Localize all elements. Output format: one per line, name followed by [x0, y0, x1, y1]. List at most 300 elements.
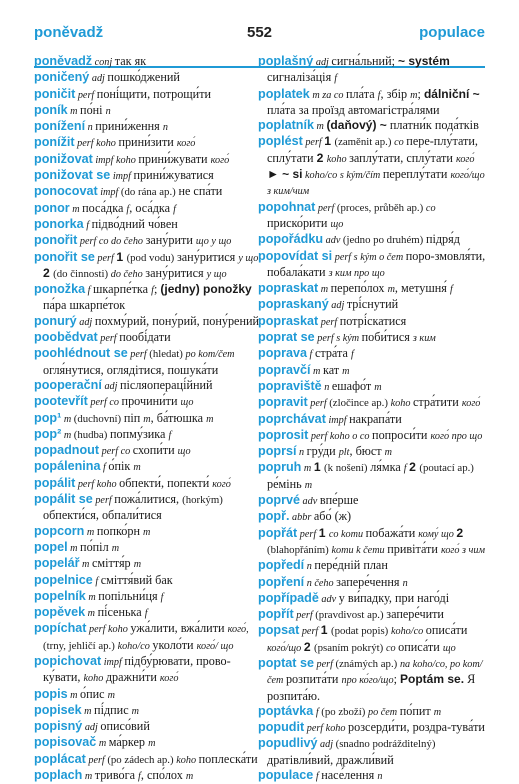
- translation: по́ні: [80, 102, 106, 117]
- grammar-label: n: [304, 561, 315, 573]
- usage-note: (zločince ap.): [329, 397, 391, 410]
- translation: платни́к пода́тків: [386, 118, 479, 133]
- dictionary-entry: [34, 443, 262, 459]
- grammar-label: adj: [82, 722, 101, 734]
- grammar-label: m: [148, 738, 156, 750]
- translation: прини́жуватися: [133, 168, 214, 183]
- sense-number: 2: [303, 639, 314, 654]
- bold-phrase: (jedny) ponožky: [160, 282, 252, 297]
- entry-headword: popadnout: [34, 443, 100, 458]
- grammar-label: perf: [97, 333, 120, 345]
- dictionary-entry: [34, 654, 262, 687]
- dictionary-entry: [34, 54, 262, 70]
- grammar-label: koho: [390, 398, 414, 410]
- grammar-label: кому́ що: [418, 528, 457, 540]
- grammar-label: n: [321, 381, 332, 393]
- dictionary-entry: [34, 427, 262, 443]
- grammar-label: adj: [89, 73, 108, 85]
- grammar-label: perf: [307, 398, 330, 410]
- translation: заплу́тати, сплу́тати: [349, 150, 456, 165]
- translation: попко́рн: [96, 523, 144, 538]
- entry-headword: ponížit: [34, 135, 75, 150]
- dictionary-entry: [34, 119, 262, 135]
- grammar-label: abbr: [289, 512, 314, 524]
- translation: сміття́р: [91, 556, 134, 571]
- dictionary-entry: [258, 134, 486, 199]
- dictionary-entry: [34, 135, 262, 151]
- translation: по́піл: [80, 539, 112, 554]
- dictionary-entry: [34, 314, 262, 330]
- translation: запере́чити: [386, 607, 444, 622]
- usage-note: (blahopřáním): [267, 543, 332, 556]
- dictionary-entry: [258, 623, 486, 656]
- entry-headword: poprosit: [258, 427, 309, 442]
- translation: кат: [322, 362, 343, 377]
- translation: стра́тити: [413, 395, 462, 410]
- entry-headword: poplatník: [258, 118, 314, 133]
- entry-headword: popření: [258, 574, 305, 589]
- translation: пла́та: [346, 86, 378, 101]
- usage-note: (zaměnit ap.): [334, 136, 395, 149]
- grammar-label: komu k čemu: [331, 544, 388, 556]
- grammar-label: m: [79, 559, 92, 571]
- translation: ля́мка: [370, 460, 404, 475]
- grammar-label: perf: [92, 495, 115, 507]
- grammar-label: koho/co: [390, 626, 426, 638]
- translation: сигна́льний;: [331, 54, 399, 68]
- sense-number: 1: [313, 460, 324, 475]
- dictionary-entry: [258, 87, 486, 119]
- grammar-label: m: [433, 706, 442, 718]
- entry-headword: popálit se: [34, 492, 93, 507]
- dictionary-entry: [34, 411, 262, 427]
- dictionary-entry: [258, 412, 486, 428]
- entry-headword: popíchat: [34, 621, 87, 636]
- entry-headword: popravčí: [258, 362, 311, 377]
- translation: поні́щити, потрощи́ти: [96, 86, 212, 101]
- grammar-label: m: [133, 559, 142, 571]
- translation: шкарпе́тка: [93, 282, 152, 297]
- grammar-label: m: [143, 413, 151, 425]
- entry-headword: poptat se: [258, 655, 314, 670]
- translation: піп: [123, 410, 144, 425]
- grammar-label: perf co do čeho: [77, 236, 146, 248]
- entry-headword: popořádku: [258, 232, 324, 247]
- entry-headword: poptávka: [258, 703, 314, 718]
- translation: побажа́ти: [365, 525, 419, 540]
- translation: трі́снутий: [346, 297, 399, 312]
- translation: розсерди́ти, роздра-тува́ти: [348, 720, 485, 735]
- grammar-label: co komu: [328, 528, 366, 540]
- running-head-first: poněvadž: [34, 24, 104, 41]
- grammar-label: perf s kým o čem: [332, 251, 406, 263]
- translation: уколо́ти: [152, 637, 197, 652]
- grammar-label: perf: [293, 610, 316, 622]
- entry-headword: popřít: [258, 607, 294, 622]
- dictionary-entry: [34, 378, 262, 394]
- grammar-label: perf koho: [74, 138, 119, 150]
- translation: ешафо́т: [331, 378, 375, 393]
- grammar-label: perf: [94, 252, 117, 264]
- translation: обпекти́, попекти́: [119, 475, 213, 490]
- usage-note: (známých ap.): [335, 657, 400, 670]
- grammar-label: m: [387, 284, 395, 296]
- page-number: 552: [246, 24, 273, 41]
- translation: поплеска́ти: [198, 751, 258, 766]
- grammar-label: f: [313, 771, 322, 783]
- grammar-label: f: [449, 284, 453, 296]
- entry-headword: poohlédnout se: [34, 346, 128, 361]
- dictionary-entry: [258, 558, 486, 574]
- grammar-label: f: [350, 349, 354, 361]
- translation: по́пит: [399, 703, 434, 718]
- entry-headword: popudlivý: [258, 736, 318, 751]
- entry-headword: poplést: [258, 134, 303, 149]
- grammar-label: кого́: [455, 153, 475, 165]
- translation: обпекти́ся, обпали́тися: [43, 508, 162, 523]
- translation: ;: [417, 86, 424, 101]
- grammar-label: perf co: [99, 446, 133, 458]
- grammar-label: impf: [101, 656, 125, 668]
- translation: ;: [153, 282, 161, 297]
- dictionary-entry: [34, 768, 262, 784]
- grammar-label: у що: [206, 268, 227, 280]
- grammar-label: perf co: [87, 397, 122, 409]
- translation: привіта́ти: [387, 541, 441, 556]
- dictionary-entry: [258, 736, 486, 768]
- dictionary-entry: [34, 540, 262, 556]
- bold-phrase: ~ systém: [398, 54, 450, 68]
- translation: розпита́ти: [285, 672, 342, 687]
- grammar-label: m: [131, 705, 140, 717]
- bold-phrase: (daňový) ~: [326, 118, 387, 133]
- usage-note: (podat popis): [330, 625, 391, 638]
- translation: , спо́лох: [140, 768, 186, 783]
- translation: ужа́лити, вжа́лити: [130, 621, 228, 636]
- dictionary-entry: [258, 509, 486, 525]
- grammar-label: m: [313, 121, 327, 133]
- entry-headword: popichovat: [34, 653, 102, 668]
- dictionary-entry: [34, 250, 262, 283]
- grammar-label: m: [82, 771, 95, 783]
- grammar-label: що: [442, 642, 456, 654]
- grammar-label: n: [162, 122, 168, 134]
- entry-headword: poněvadž: [34, 54, 93, 68]
- translation: приско́рити: [267, 215, 331, 230]
- translation: похму́рий, пону́рий, пону́рений: [94, 313, 260, 328]
- grammar-label: кого́: [212, 478, 231, 490]
- translation: пожа́литися,: [114, 492, 183, 507]
- grammar-label: perf: [127, 349, 150, 361]
- dictionary-entry: [34, 621, 262, 654]
- translation: описа́ти: [398, 639, 443, 654]
- entry-headword: ponořit: [34, 233, 78, 248]
- dictionary-entry: [34, 282, 262, 314]
- sense-number: 1: [324, 134, 335, 149]
- grammar-label: perf koho o co: [308, 430, 373, 442]
- grammar-label: m: [410, 89, 418, 101]
- translation: запере́чення: [336, 574, 403, 589]
- dictionary-entry: [258, 526, 486, 559]
- translation: огля́нутися, оглядітися, пошука́ти: [43, 362, 219, 377]
- dictionary-entry: [34, 217, 262, 233]
- entry-headword: ponorka: [34, 216, 84, 231]
- translation: дратівли́вий, дражли́вий: [267, 752, 394, 767]
- translation: зану́ритися: [176, 249, 239, 264]
- translation: о́пік: [108, 459, 134, 474]
- translation: пі́дпис: [94, 702, 132, 717]
- entry-headword: poplatek: [258, 86, 310, 101]
- grammar-label: conj: [92, 57, 115, 68]
- entry-headword: ponižovat: [34, 151, 93, 166]
- grammar-label: кого́ з чим: [440, 544, 486, 556]
- translation: гру́ди: [306, 444, 339, 459]
- entry-headword: poprava: [258, 346, 307, 361]
- entry-headword: poničený: [34, 70, 90, 85]
- usage-note: (po zboží): [321, 705, 369, 718]
- grammar-label: perf: [313, 658, 336, 670]
- bold-phrase: dálniční ~: [423, 86, 480, 101]
- usage-note: (hledat): [149, 348, 186, 361]
- entry-headword: ponížení: [34, 119, 86, 134]
- entry-headword: poničit: [34, 86, 76, 101]
- running-head-last: populace: [419, 24, 485, 41]
- grammar-label: кого́: [176, 138, 196, 150]
- translation: , оса́дка: [129, 200, 174, 215]
- dictionary-entry: [258, 704, 486, 720]
- grammar-label: кого́: [159, 673, 179, 685]
- grammar-label: m: [96, 738, 109, 750]
- usage-note: (po zádech ap.): [107, 753, 177, 766]
- dictionary-entry: [258, 768, 486, 784]
- grammar-label: що у що: [195, 236, 232, 248]
- grammar-label: koho/co s kým/čím: [302, 170, 383, 182]
- grammar-label: m: [85, 591, 99, 603]
- grammar-label: adv: [323, 235, 343, 247]
- dictionary-entry: [258, 607, 486, 623]
- dictionary-entry: [34, 492, 262, 524]
- usage-note: (poutací ap.): [419, 462, 474, 475]
- sense-number: 1: [116, 249, 127, 264]
- sense-number: 2: [456, 525, 464, 540]
- dictionary-entry: [34, 556, 262, 572]
- grammar-label: adj: [313, 57, 332, 68]
- dictionary-entry: [34, 184, 262, 200]
- dictionary-entry: [258, 232, 486, 248]
- usage-note: (duchovní): [73, 412, 124, 425]
- grammar-label: f: [160, 591, 164, 603]
- grammar-label: co: [394, 137, 407, 149]
- grammar-label: adv: [300, 496, 320, 508]
- grammar-label: n: [402, 577, 408, 589]
- translation: не спа́ти: [178, 184, 223, 199]
- grammar-label: impf: [325, 414, 350, 426]
- entry-headword: popelnice: [34, 572, 93, 587]
- grammar-label: perf: [318, 316, 340, 328]
- usage-note: (trny, jehličí ap.): [43, 639, 118, 652]
- bold-phrase: ~ si: [282, 167, 303, 182]
- grammar-label: m: [206, 413, 214, 425]
- entry-headword: popel: [34, 539, 68, 554]
- translation: ре́мінь: [267, 476, 305, 491]
- entry-headword: popraskat: [258, 313, 319, 328]
- entry-headword: poprchávat: [258, 411, 326, 426]
- entry-headword: poník: [34, 102, 68, 117]
- translation: попму́зика: [110, 426, 169, 441]
- usage-note: (jedno po druhém): [342, 234, 426, 247]
- dictionary-entry: [34, 752, 262, 768]
- translation: прини́жувати: [138, 151, 211, 166]
- dictionary-entry: [34, 168, 262, 184]
- grammar-label: m: [374, 381, 382, 393]
- usage-note: (psaním pokrýt): [314, 641, 386, 654]
- dictionary-entry: [34, 233, 262, 249]
- grammar-label: m: [84, 526, 97, 538]
- dictionary-entry: [34, 687, 262, 703]
- entry-headword: popisný: [34, 719, 83, 734]
- grammar-label: m: [69, 203, 83, 215]
- translation: підря́д: [425, 232, 460, 247]
- entry-headword: popohnat: [258, 199, 316, 214]
- dictionary-entry: [34, 703, 262, 719]
- grammar-label: perf koho: [86, 624, 131, 636]
- grammar-label: perf koho: [304, 723, 349, 735]
- grammar-label: кого́: [210, 154, 230, 166]
- translation: або́ (ж): [313, 509, 352, 524]
- entry-headword: ponořit se: [34, 249, 95, 264]
- grammar-label: що: [180, 397, 194, 409]
- grammar-label: do čeho: [110, 268, 146, 280]
- dictionary-entry: [34, 589, 262, 605]
- grammar-label: m za co: [309, 89, 347, 101]
- entry-headword: popelník: [34, 588, 86, 603]
- dictionary-entry: [34, 476, 262, 492]
- entry-headword: poplach: [34, 768, 83, 783]
- grammar-label: m: [318, 284, 331, 296]
- grammar-label: f: [307, 349, 315, 361]
- entry-headword: popudit: [258, 720, 305, 735]
- entry-headword: poprvé: [258, 493, 300, 508]
- entry-headword: popelář: [34, 556, 80, 571]
- sense-number: 2: [409, 460, 420, 475]
- grammar-label: f: [377, 89, 381, 101]
- grammar-label: co: [385, 642, 399, 654]
- translation: пере́дній план: [314, 558, 388, 573]
- translation: , збір: [380, 86, 411, 101]
- grammar-label: f: [313, 706, 322, 718]
- translation: стра́та: [314, 346, 351, 361]
- sense-number: 1: [320, 623, 331, 638]
- grammar-label: m: [61, 429, 74, 441]
- translation: о́пис: [80, 686, 108, 701]
- dictionary-entry: [258, 314, 486, 330]
- usage-note: (horkým): [182, 494, 223, 507]
- dictionary-entry: [258, 444, 486, 460]
- dictionary-entry: [34, 87, 262, 103]
- grammar-label: m: [133, 462, 141, 474]
- entry-headword: popsat: [258, 623, 300, 638]
- grammar-label: m: [67, 105, 81, 117]
- entry-headword: populace: [258, 768, 314, 783]
- grammar-label: adj: [76, 316, 95, 328]
- translation: перепо́лох: [330, 281, 388, 296]
- grammar-label: кого́ про що: [430, 430, 483, 442]
- entry-headword: ponocovat: [34, 184, 98, 199]
- translation: поби́тися: [361, 330, 413, 345]
- entry-headword: poprat se: [258, 330, 315, 345]
- grammar-label: m: [85, 608, 98, 620]
- grammar-label: m: [81, 705, 95, 717]
- usage-note: (hudba): [73, 428, 111, 441]
- translation: поса́дка: [82, 200, 127, 215]
- translation: насе́лення: [321, 768, 378, 783]
- dictionary-entry: [34, 735, 262, 751]
- usage-note: (do rána ap.): [120, 186, 179, 199]
- dictionary-entry: [34, 719, 262, 735]
- translation: ;: [393, 672, 401, 687]
- grammar-label: кого́,: [227, 624, 249, 636]
- translation: попроси́ти: [372, 427, 431, 442]
- translation: дражни́ти: [105, 670, 160, 685]
- grammar-label: кого́/що з ким/чим: [267, 170, 485, 198]
- grammar-label: f: [126, 203, 130, 215]
- left-column: [34, 54, 262, 784]
- right-column: [258, 54, 486, 784]
- dictionary-entry: [258, 591, 486, 607]
- usage-note: (pod vodu): [126, 251, 177, 264]
- entry-headword: popovídat si: [258, 248, 333, 263]
- entry-headword: popruh: [258, 460, 302, 475]
- grammar-label: m: [384, 447, 393, 459]
- grammar-label: adv: [318, 593, 339, 605]
- grammar-label: m: [67, 689, 81, 701]
- grammar-label: na koho/co, po kom/čem: [267, 658, 483, 687]
- translation: описа́ти: [425, 623, 468, 638]
- entry-headword: popisek: [34, 702, 82, 717]
- entry-headword: popěvek: [34, 605, 86, 620]
- entry-headword: ponurý: [34, 313, 77, 328]
- grammar-label: f: [85, 285, 94, 297]
- grammar-label: f: [83, 219, 92, 231]
- grammar-label: m: [304, 479, 313, 491]
- grammar-label: f: [144, 608, 148, 620]
- grammar-label: plt: [338, 447, 350, 459]
- translation: післяопераці́йний: [120, 377, 213, 392]
- grammar-label: perf: [297, 528, 319, 540]
- grammar-label: кого́: [461, 398, 481, 410]
- translation: прини́зити: [118, 135, 177, 150]
- grammar-label: f: [92, 575, 101, 587]
- translation: Я розпита́ю.: [267, 672, 476, 703]
- translation: , бюст: [349, 444, 385, 459]
- dictionary-entry: [34, 459, 262, 475]
- grammar-label: co: [425, 202, 436, 214]
- grammar-label: f: [151, 285, 154, 297]
- translation: схопи́ти: [132, 443, 178, 458]
- dictionary-entry: [34, 152, 262, 168]
- entry-headword: popcorn: [34, 523, 85, 538]
- entry-headword: ponižovat se: [34, 168, 111, 183]
- page-header: [0, 20, 519, 48]
- translation: потрі́скатися: [339, 313, 407, 328]
- grammar-label: koho: [83, 673, 106, 685]
- grammar-label: m: [185, 771, 194, 783]
- translation: підво́дний чо́вен: [91, 216, 178, 231]
- usage-note: (pravdivost ap.): [315, 609, 387, 622]
- translation: пі́сенька: [97, 605, 145, 620]
- entry-headword: popředí: [258, 558, 305, 573]
- dictionary-entry: [34, 394, 262, 410]
